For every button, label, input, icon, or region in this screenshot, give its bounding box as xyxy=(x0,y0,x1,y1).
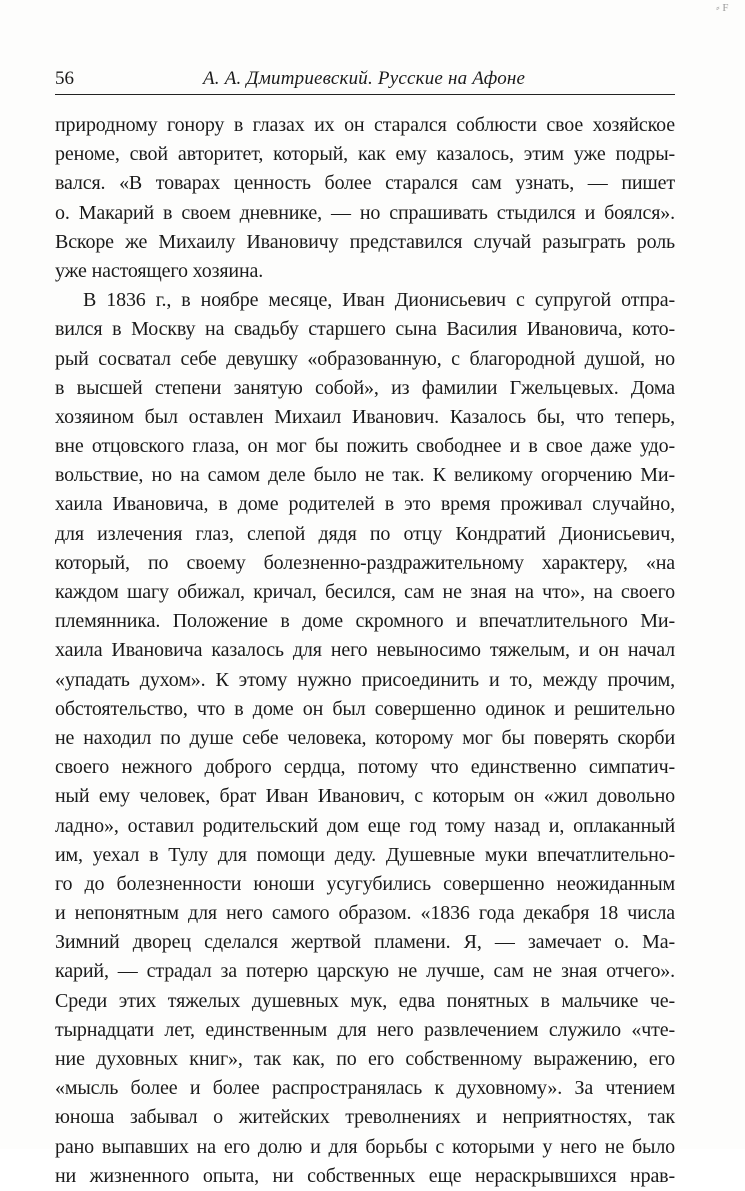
text-line: своего нежного доброго сердца, потому что единственно симпатич- xyxy=(55,756,675,779)
paragraph-first-line: В 1836 г., в ноябре месяце, Иван Дионисьевич с супругой отпра- xyxy=(83,289,675,312)
text-line: рано выпавших на его долю и для борьбы с которыми у него не было xyxy=(55,1135,675,1158)
text-line: тырнадцати лет, единственным для него развлечением служило «чте- xyxy=(55,1018,675,1041)
text-line: вольствие, но на самом деле было не так. К великому огорчению Ми- xyxy=(55,464,675,487)
text-line: карий, — страдал за потерю царскую не лучше, сам не зная отчего». xyxy=(55,960,675,983)
running-title: А. А. Дмитриевский. Русские на Афоне xyxy=(203,68,526,89)
text-line: не находил по душе себе человека, которому мог бы поверять скорби xyxy=(55,726,675,749)
body-text xyxy=(55,111,675,1191)
text-line: вне отцовского глаза, он мог бы пожить свободнее и в свое даже удо- xyxy=(55,435,675,458)
text-line: хаила Ивановича, в доме родителей в это время проживал случайно, xyxy=(55,493,675,516)
text-line: который, по своему болезненно-раздражительному характеру, «на xyxy=(55,551,675,574)
text-line: обстоятельство, что в доме он был совершенно одинок и решительно xyxy=(55,697,675,720)
text-line: природному гонору в глазах их он старался соблюсти свое хозяйское xyxy=(55,114,675,136)
text-line: ни жизненного опыта, ни собственных еще нераскрывшихся нрав- xyxy=(55,1164,675,1187)
text-line: реноме, свой авторитет, который, как ему казалось, этим уже подры- xyxy=(55,143,675,166)
page-header xyxy=(55,68,675,92)
text-line: ный ему человек, брат Иван Иванович, с которым он «жил довольно xyxy=(55,785,675,808)
text-line: хаила Ивановича казалось для него невыносимо тяжелым, и он начал xyxy=(55,639,675,662)
text-line: юноша забывал о житейских треволнениях и неприятностях, так xyxy=(55,1106,675,1129)
text-line: вился в Москву на свадьбу старшего сына Василия Ивановича, кото- xyxy=(55,318,675,341)
text-line: каждом шагу обижал, кричал, бесился, сам не зная на что», на своего xyxy=(55,581,675,603)
text-line: «упадать духом». К этому нужно присоединить и то, между прочим, xyxy=(55,668,675,691)
text-line: го до болезненности юноши усугубились совершенно неожиданным xyxy=(55,872,675,895)
text-line: им, уехал в Тулу для помощи деду. Душевные муки впечатлительно- xyxy=(55,843,675,866)
corner-scan-mark: ⸗ F xyxy=(716,2,729,14)
header-divider xyxy=(55,94,675,95)
text-line: ние духовных книг», так как, по его собственному выражению, его xyxy=(55,1048,675,1070)
text-line: и непонятным для него самого образом. «1836 года декабря 18 числа xyxy=(55,902,675,925)
text-line: для излечения глаз, слепой дядя по отцу Кондратий Дионисьевич, xyxy=(55,522,675,545)
text-line: Зимний дворец сделался жертвой пламени. Я, — замечает о. Ма- xyxy=(55,931,675,954)
page-number: 56 xyxy=(55,68,74,89)
text-line: племянника. Положение в доме скромного и впечатлительного Ми- xyxy=(55,610,675,633)
text-line: Вскоре же Михаилу Ивановичу представился случай разыграть роль xyxy=(55,230,675,253)
text-line: ладно», оставил родительский дом еще год тому назад и, оплаканный xyxy=(55,814,675,837)
text-line: хозяином был оставлен Михаил Иванович. Казалось бы, что теперь, xyxy=(55,405,675,428)
text-line: «мысль более и более распространялась к духовному». За чтением xyxy=(55,1077,675,1100)
text-line: в высшей степени занятую собой», из фамилии Гжельцевых. Дома xyxy=(55,376,675,399)
text-line: о. Макарий в своем дневнике, — но спрашивать стыдился и боялся». xyxy=(55,201,675,224)
text-line: рый сосватал себе девушку «образованную, с благородной душой, но xyxy=(55,347,675,370)
text-line: вался. «В товарах ценность более старался сам узнать, — пишет xyxy=(55,172,675,195)
text-line: Среди этих тяжелых душевных мук, едва понятных в мальчике че- xyxy=(55,989,675,1012)
text-line: уже настоящего хозяина. xyxy=(55,259,264,282)
